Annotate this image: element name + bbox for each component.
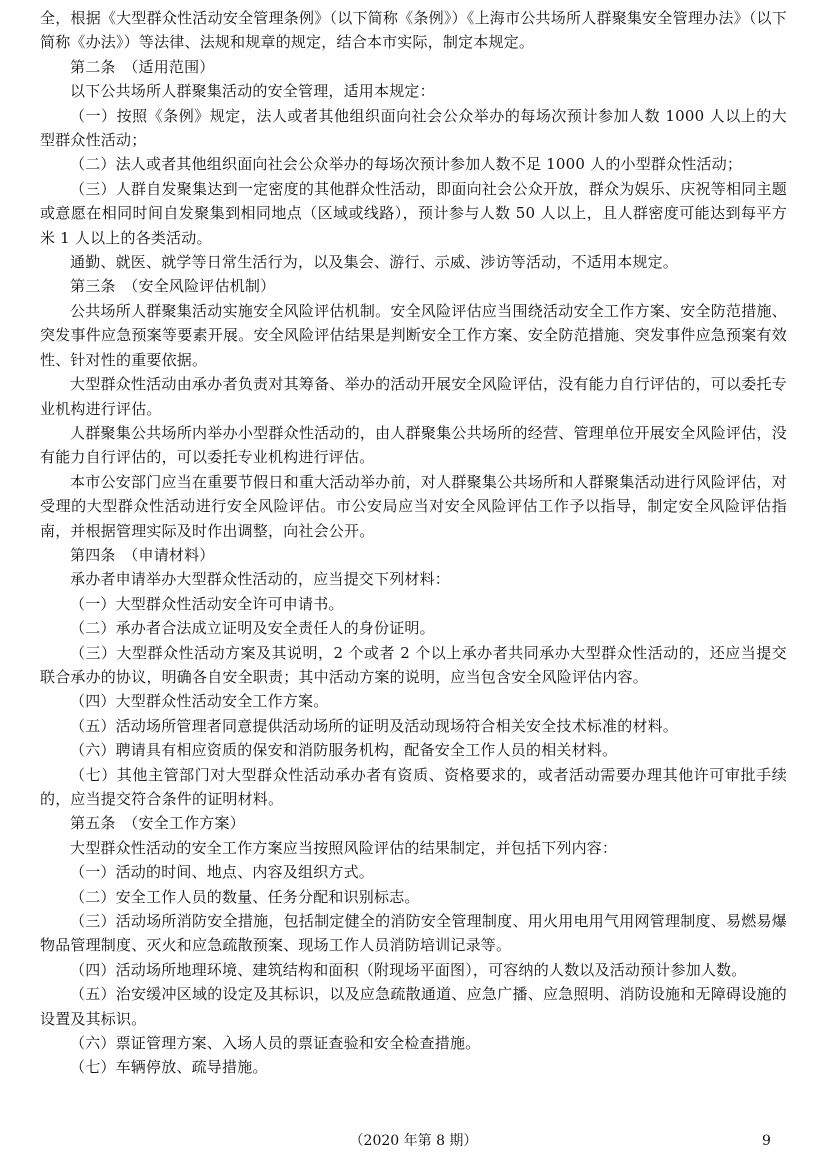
paragraph: 人群聚集公共场所内举办小型群众性活动的，由人群聚集公共场所的经营、管理单位开展安全风险评估，没有能力自行评估的，可以委托专业机构进行评估。 <box>40 423 787 467</box>
paragraph: （七）其他主管部门对大型群众性活动承办者有资质、资格要求的，或者活动需要办理其他许可审批手续的，应当提交符合条件的证明材料。 <box>40 765 787 808</box>
paragraph: （二）安全工作人员的数量、任务分配和识别标志。 <box>70 887 420 906</box>
document-body <box>40 6 787 1080</box>
paragraph: 通勤、就医、就学等日常生活行为，以及集会、游行、示威、涉访等活动，不适用本规定。 <box>70 253 679 272</box>
article-heading: 第二条 （适用范围） <box>70 57 215 76</box>
paragraph: （五）活动场所管理者同意提供活动场所的证明及活动现场符合相关安全技术标准的材料。 <box>70 716 679 735</box>
paragraph: （三）人群自发聚集达到一定密度的其他群众性活动，即面向社会公众开放，群众为娱乐、庆祝等相同主题或意愿在相同时间自发聚集到相同地点（区域或线路），预计参与人数 50 人以上，且人群密度可能达到每平方米 1 人以上的各类活动。 <box>40 179 787 247</box>
paragraph: 本市公安部门应当在重要节假日和重大活动举办前，对人群聚集公共场所和人群聚集活动进行风险评估，对受理的大型群众性活动进行安全风险评估。市公安局应当对安全风险评估工作予以指导，制定安全风险评估指南，并根据管理实际及时作出调整，向社会公开。 <box>40 472 787 540</box>
footer-issue: （2020 年第 8 期） <box>349 1133 478 1149</box>
paragraph: 承办者申请举办大型群众性活动的，应当提交下列材料： <box>70 570 451 589</box>
paragraph: （三）活动场所消防安全措施，包括制定健全的消防安全管理制度、用火用电用气用网管理制度、易燃易爆物品管理制度、灭火和应急疏散预案、现场工作人员消防培训记录等。 <box>40 912 787 955</box>
paragraph: （五）治安缓冲区域的设定及其标识，以及应急疏散通道、应急广播、应急照明、消防设施和无障碍设施的设置及其标识。 <box>40 985 787 1028</box>
paragraph: （二）法人或者其他组织面向社会公众举办的每场次预计参加人数不足 1000 人的小型群众性活动； <box>70 155 743 174</box>
article-heading: 第五条 （安全工作方案） <box>70 814 245 833</box>
paragraph: （一）活动的时间、地点、内容及组织方式。 <box>70 863 375 882</box>
paragraph: （三）大型群众性活动方案及其说明，2 个或者 2 个以上承办者共同承办大型群众性活动的，还应当提交联合承办的协议，明确各自安全职责；其中活动方案的说明，应当包含安全风险评估内容。 <box>40 643 787 686</box>
paragraph: 全，根据《大型群众性活动安全管理条例》（以下简称《条例》）《上海市公共场所人群聚集安全管理办法》（以下简称《办法》）等法律、法规和规章的规定，结合本市实际，制定本规定。 <box>40 9 787 52</box>
paragraph: 大型群众性活动的安全工作方案应当按照风险评估的结果制定，并包括下列内容： <box>70 838 618 857</box>
article-heading: 第三条 （安全风险评估机制） <box>70 277 276 296</box>
paragraph: 公共场所人群聚集活动实施安全风险评估机制。安全风险评估应当围绕活动安全工作方案、安全防范措施、突发事件应急预案等要素开展。安全风险评估结果是判断安全工作方案、安全防范措施、突发事件应急预案有效性、针对性的重要依据。 <box>40 301 787 369</box>
paragraph: （一）大型群众性活动安全许可申请书。 <box>70 594 344 613</box>
paragraph: （二）承办者合法成立证明及安全责任人的身份证明。 <box>70 619 435 638</box>
paragraph: （六）票证管理方案、入场人员的票证查验和安全检查措施。 <box>70 1034 481 1053</box>
paragraph: （一）按照《条例》规定，法人或者其他组织面向社会公众举办的每场次预计参加人数 1000 人以上的大型群众性活动； <box>40 106 787 150</box>
paragraph: （七）车辆停放、疏导措施。 <box>70 1058 268 1077</box>
paragraph: 以下公共场所人群聚集活动的安全管理，适用本规定： <box>70 82 435 101</box>
page-number: 9 <box>762 1133 771 1149</box>
paragraph: （六）聘请具有相应资质的保安和消防服务机构，配备安全工作人员的相关材料。 <box>70 741 618 760</box>
paragraph: 大型群众性活动由承办者负责对其筹备、举办的活动开展安全风险评估，没有能力自行评估的，可以委托专业机构进行评估。 <box>40 375 787 418</box>
paragraph: （四）大型群众性活动安全工作方案。 <box>70 692 329 711</box>
paragraph: （四）活动场所地理环境、建筑结构和面积（附现场平面图），可容纳的人数以及活动预计参加人数。 <box>70 960 747 979</box>
article-heading: 第四条 （申请材料） <box>70 545 215 564</box>
